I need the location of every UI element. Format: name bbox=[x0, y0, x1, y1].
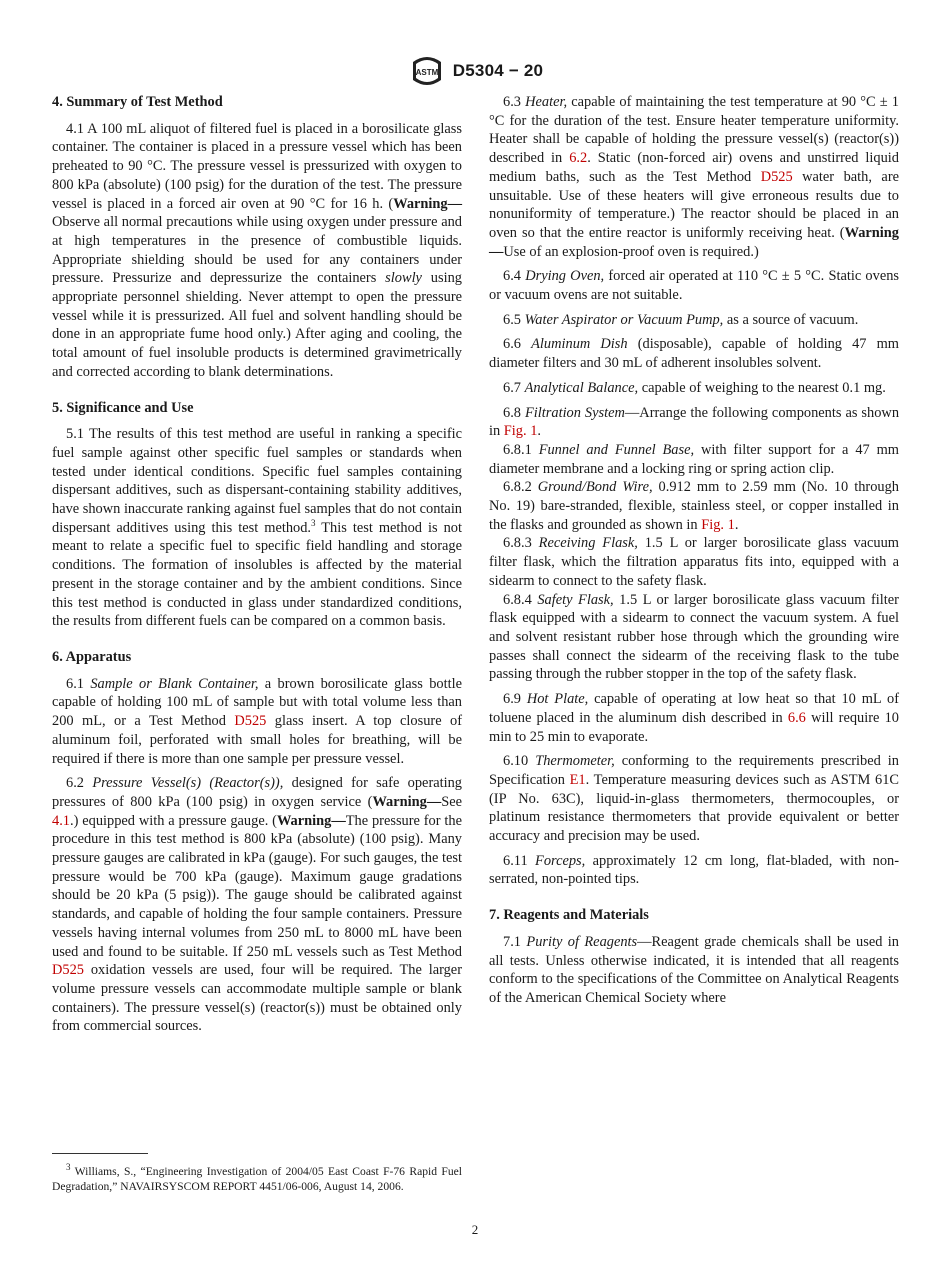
right-column bbox=[489, 93, 899, 1008]
logo-text: ASTM bbox=[415, 68, 439, 77]
ref-4-1-link[interactable]: 4.1 bbox=[52, 812, 70, 829]
left-column bbox=[52, 93, 462, 1036]
paragraph-6-11: 6.11 Forceps, approximately 12 cm long, flat-bladed, with non-serrated, non-pointed tips. bbox=[489, 852, 900, 888]
document-designation: D5304 − 20 bbox=[452, 61, 544, 80]
section-4-heading: 4. Summary of Test Method bbox=[52, 94, 223, 110]
footnote-3: $^3$ Williams, S., “Engineering Investigation of 2004/05 East Coast F-76 Rapid Fuel Degradation,” NAVAIRSYSCOM REPORT 4451/06-006, August 14, 2006. bbox=[52, 1162, 462, 1193]
paragraph-4-1: 4.1 A 100 mL aliquot of filtered fuel is placed in a borosilicate glass container. The container is placed in a pressure vessel which has been preheated to 90 °C. The pressure vessel is pressurized with oxygen to 800 kPa (absolute) (100 psig) for the duration of the test. The pressure vessel is placed in a forced air oven at 90 °C for 16 h. (Warning—Observe all normal precautions while using oxygen under pressure and at high temperatures in the presence of combustible liquids. Appropriate shielding should be used for any containers under pressure. Pressurize and depressurize the containers slowly using appropriate personnel shielding. Never attempt to open the pressure vessel while it is pressurized. All fuel and solvent handling should be done in an appropriate fume hood only.) After aging and cooling, the total amount of fuel insoluble products is determined gravimetrically and corrected according to blank determinations. bbox=[52, 120, 462, 380]
paragraph-7-1: 7.1 Purity of Reagents—Reagent grade chemicals shall be used in all tests. Unless otherwise indicated, it is intended that all reagents conform to the specifications of the Committee on Analytical Reagents of the American Chemical Society where bbox=[489, 933, 900, 1006]
e1-link[interactable]: E1 bbox=[569, 771, 586, 788]
fig-1-link[interactable]: Fig. 1 bbox=[701, 516, 735, 533]
paragraph-6-4: 6.4 Drying Oven, forced air operated at 110 °C ± 5 °C. Static ovens or vacuum ovens are not suitable. bbox=[489, 268, 899, 304]
section-7-heading: 7. Reagents and Materials bbox=[489, 907, 649, 924]
paragraph-6-8-1: 6.8.1 Funnel and Funnel Base, with filter support for a 47 mm diameter membrane and a locking ring or spring action clip. bbox=[489, 441, 899, 477]
paragraph-6-7: 6.7 Analytical Balance, capable of weighing to the nearest 0.1 mg. bbox=[503, 379, 886, 396]
paragraph-6-8-2: 6.8.2 Ground/Bond Wire, 0.912 mm to 2.59 mm (No. 10 through No. 19) bare-stranded, flexible, stainless steel, or copper installed in the flasks and grounded as shown in Fig. 1. bbox=[489, 479, 899, 533]
paragraph-6-8: 6.8 Filtration System—Arrange the following components as shown in Fig. 1. bbox=[489, 404, 900, 440]
paragraph-6-5: 6.5 Water Aspirator or Vacuum Pump, as a source of vacuum. bbox=[503, 311, 859, 328]
section-6-heading: 6. Apparatus bbox=[52, 648, 132, 665]
paragraph-6-6: 6.6 Aluminum Dish (disposable), capable of holding 47 mm diameter filters and 30 mL of adherent insolubles solvent. bbox=[489, 336, 899, 372]
section-5-heading: 5. Significance and Use bbox=[52, 399, 194, 416]
paragraph-6-9: 6.9 Hot Plate, capable of operating at low heat so that 10 mL of toluene placed in the aluminum dish described in 6.6 will require 10 min to 25 min to evaporate. bbox=[489, 691, 899, 745]
astm-logo-icon bbox=[407, 54, 447, 88]
fig-1-link[interactable]: Fig. 1 bbox=[503, 423, 538, 440]
paragraph-6-10: 6.10 Thermometer, conforming to the requirements prescribed in Specification E1. Temperature measuring devices such as ASTM 61C (IP No. 63C), liquid-in-glass thermometers, thermocouples, or platinum resistance thermometers that provide equivalent or better accuracy and precision may be used. bbox=[489, 753, 900, 845]
footnote-divider bbox=[52, 1153, 148, 1154]
d525-link[interactable]: D525 bbox=[52, 962, 84, 979]
paragraph-6-8-4: 6.8.4 Safety Flask, 1.5 L or larger borosilicate glass vacuum filter flask equipped with a sidearm to connect the vacuum system. A fuel and solvent resistant rubber hose through which the grounding wire passes shall connect the sidearm of the receiving flask to the tube passing through the rubber stopper in the top of the safety flask. bbox=[489, 591, 899, 683]
paragraph-6-3: 6.3 Heater, capable of maintaining the test temperature at 90 °C ± 1 °C for the duration of the test. Ensure heater temperature uniformity. Heater shall be capable of holding the pressure vessel(s) (reactor(s)) described in 6.2. Static (non-forced air) ovens and unstirred liquid medium baths, such as the Test Method D525 water bath, are unsuitable. Use of these heaters will give erroneous results due to nonuniformity of temperature.) The reactor should be placed in an oven so that the entire reactor is uniformly receiving heat. (Warning—Use of an explosion-proof oven is required.) bbox=[489, 94, 900, 260]
ref-6-2-link[interactable]: 6.2 bbox=[569, 150, 588, 167]
footnote-ref: 3 bbox=[311, 517, 316, 528]
paragraph-6-8-3: 6.8.3 Receiving Flask, 1.5 L or larger borosilicate glass vacuum filter flask, which the filtration apparatus fits into, equipped with a sidearm to connect to the safety flask. bbox=[489, 535, 899, 589]
page-header bbox=[0, 54, 950, 88]
d525-link[interactable]: D525 bbox=[234, 713, 267, 730]
paragraph-6-1: 6.1 Sample or Blank Container, a brown borosilicate glass bottle capable of holding 100 mL of sample but with total volume less than 200 mL, or a Test Method D525 glass insert. A top closure of aluminum foil, perforated with small holes for breathing, will be required if there is more than one sample per pressure vessel. bbox=[52, 675, 462, 767]
d525-link[interactable]: D525 bbox=[760, 168, 793, 185]
page-number: 2 bbox=[471, 1222, 479, 1237]
paragraph-5-1: 5.1 The results of this test method are useful in ranking a specific fuel sample against other specific fuel samples or standards when tested under identical conditions. Specific fuel samples containing dispersant additives, such as dispersant-containing stability additives, have shown inaccurate ranking against fuel samples that do not contain dispersant additives using this test method.$^3$ This test method is not meant to relate a specific fuel to specific field handling and storage conditions. The formation of insolubles is affected by the material present in the storage container and by the ambient conditions. Since this test method is conducted in glass under standardized conditions, the results from different fuels can be compared on a common basis. bbox=[52, 426, 463, 630]
ref-6-6-link[interactable]: 6.6 bbox=[787, 709, 806, 726]
paragraph-6-2: 6.2 Pressure Vessel(s) (Reactor(s)), designed for safe operating pressures of 800 kPa (100 psig) in oxygen service (Warning—See 4.1.) equipped with a pressure gauge. (Warning—The pressure for the procedure in this test method is 800 kPa (absolute) (100 psig). Many pressure gauges are calibrated in kPa (gauge). For such gauges, the test pressure would be 700 kPa (gauge). Maximum gauge gradations should be 20 kPa (5 psig)). The gauge should be calibrated against standards, and capable of holding the four sample containers. Pressure vessels having internal volumes from 250 mL to 8000 mL have been used and found to be suitable. If 250 mL vessels such as Test Method D525 oxidation vessels are used, four will be required. The larger volume pressure vessels can accommodate multiple sample or blank containers). The pressure vessel(s) (reactor(s)) must be obtained only from commercial sources. bbox=[52, 775, 463, 1035]
